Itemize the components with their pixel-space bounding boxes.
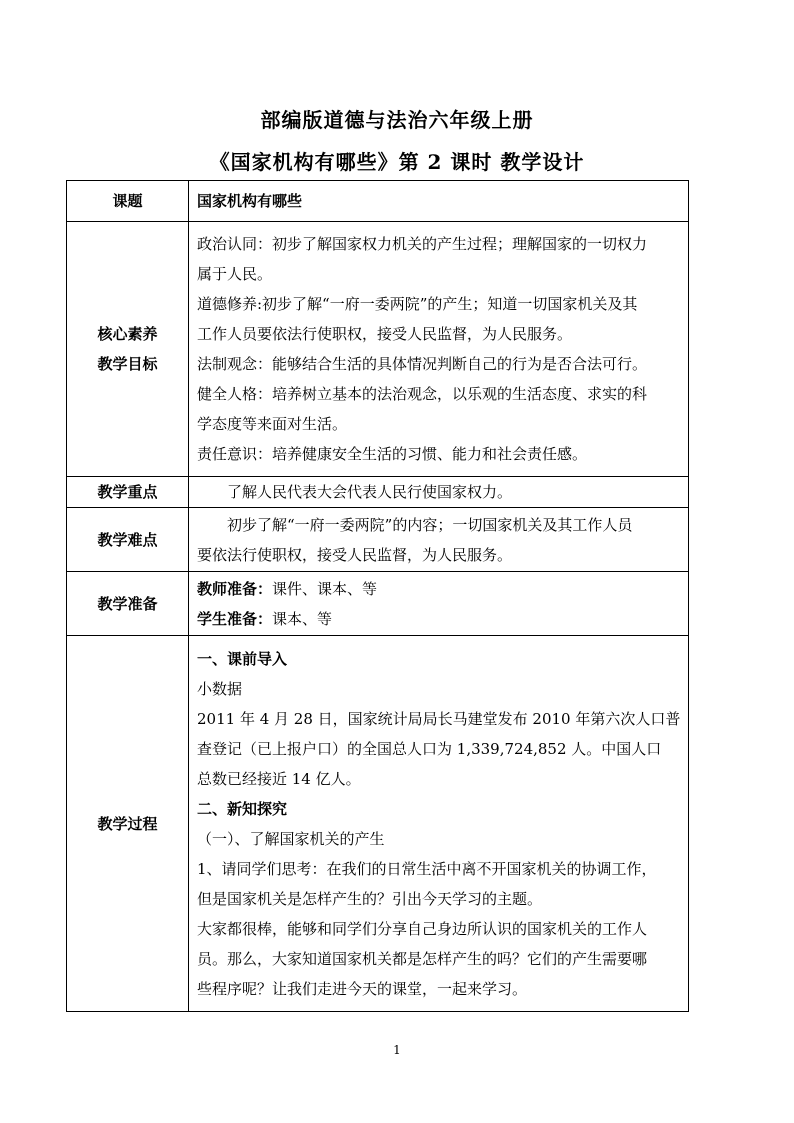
process-line: 2011 年 4 月 28 日，国家统计局局长马建堂发布 2010 年第六次人口普 xyxy=(197,709,681,728)
process-line: 总数已经接近 14 亿人。 xyxy=(197,769,361,788)
core-line: 政治认同：初步了解国家权力机关的产生过程；理解国家的一切权力 xyxy=(197,235,648,253)
teacher-preparation-label: 教师准备： xyxy=(197,579,273,598)
table-row-topic xyxy=(67,181,689,222)
table-row-core xyxy=(67,222,689,477)
core-line: 道德修养:初步了解“一府一委两院”的产生；知道一切国家机关及其 xyxy=(197,295,638,313)
key-point-text xyxy=(189,477,689,508)
difficulty-line: 要依法行使职权，接受人民监督，为人民服务。 xyxy=(197,545,513,564)
table-row-preparation xyxy=(67,572,689,636)
process-label: 教学过程 xyxy=(67,636,189,1012)
topic-label: 课题 xyxy=(67,181,189,222)
core-line: 健全人格：培养树立基本的法治观念，以乐观的生活态度、求实的科 xyxy=(197,385,648,403)
process-line: 1、请同学们思考：在我们的日常生活中离不开国家机关的协调工作， xyxy=(197,859,657,878)
key-point-label: 教学重点 xyxy=(67,477,189,508)
process-heading: 一、课前导入 xyxy=(197,649,288,668)
core-label xyxy=(67,222,189,477)
preparation-label: 教学准备 xyxy=(67,572,189,636)
key-point-line: 了解人民代表大会代表人民行使国家权力。 xyxy=(227,483,513,501)
teacher-preparation-value: 课件、课本、等 xyxy=(272,579,378,598)
teacher-preparation xyxy=(197,574,680,604)
process-line: 员。那么，大家知道国家机关都是怎样产生的吗？它们的产生需要哪 xyxy=(197,949,648,968)
document-title: 部编版道德与法治六年级上册 xyxy=(260,108,534,132)
core-line: 工作人员要依法行使职权，接受人民监督，为人民服务。 xyxy=(197,325,573,343)
core-content xyxy=(189,222,689,477)
process-line: 大家都很棒，能够和同学们分享自己身边所认识的国家机关的工作人 xyxy=(197,919,648,938)
process-heading: 二、新知探究 xyxy=(197,799,288,818)
process-content xyxy=(189,636,689,1012)
difficulty-label: 教学难点 xyxy=(67,508,189,572)
core-label-line2: 教学目标 xyxy=(97,355,158,373)
preparation-content xyxy=(189,572,689,636)
process-line: 查登记（已上报户口）的全国总人口为 1,339,724,852 人。中国人口 xyxy=(197,739,662,758)
difficulty-line: 初步了解“一府一委两院”的内容；一切国家机关及其工作人员 xyxy=(227,515,633,534)
core-line: 属于人民。 xyxy=(197,265,273,283)
process-line: 小数据 xyxy=(197,679,243,698)
process-line: 但是国家机关是怎样产生的？引出今天学习的主题。 xyxy=(197,889,543,908)
lesson-plan-table xyxy=(66,180,689,1012)
process-line: 些程序呢？让我们走进今天的课堂，一起来学习。 xyxy=(197,979,528,998)
table-row-key-point xyxy=(67,477,689,508)
page-number: 1 xyxy=(393,1043,401,1057)
core-label-line1: 核心素养 xyxy=(97,325,158,343)
document-subtitle: 《国家机构有哪些》第 2 课时 教学设计 xyxy=(209,150,585,174)
student-preparation-value: 课本、等 xyxy=(272,609,333,628)
student-preparation xyxy=(197,604,680,634)
core-line: 法制观念：能够结合生活的具体情况判断自己的行为是否合法可行。 xyxy=(197,355,648,373)
table-row-process xyxy=(67,636,689,1012)
difficulty-text xyxy=(189,508,689,572)
core-line: 学态度等来面对生活。 xyxy=(197,415,348,433)
topic-value: 国家机构有哪些 xyxy=(189,181,689,222)
core-line: 责任意识：培养健康安全生活的习惯、能力和社会责任感。 xyxy=(197,445,588,463)
table-row-difficulty xyxy=(67,508,689,572)
process-line: （一）、了解国家机关的产生 xyxy=(197,829,385,848)
student-preparation-label: 学生准备： xyxy=(197,609,273,628)
